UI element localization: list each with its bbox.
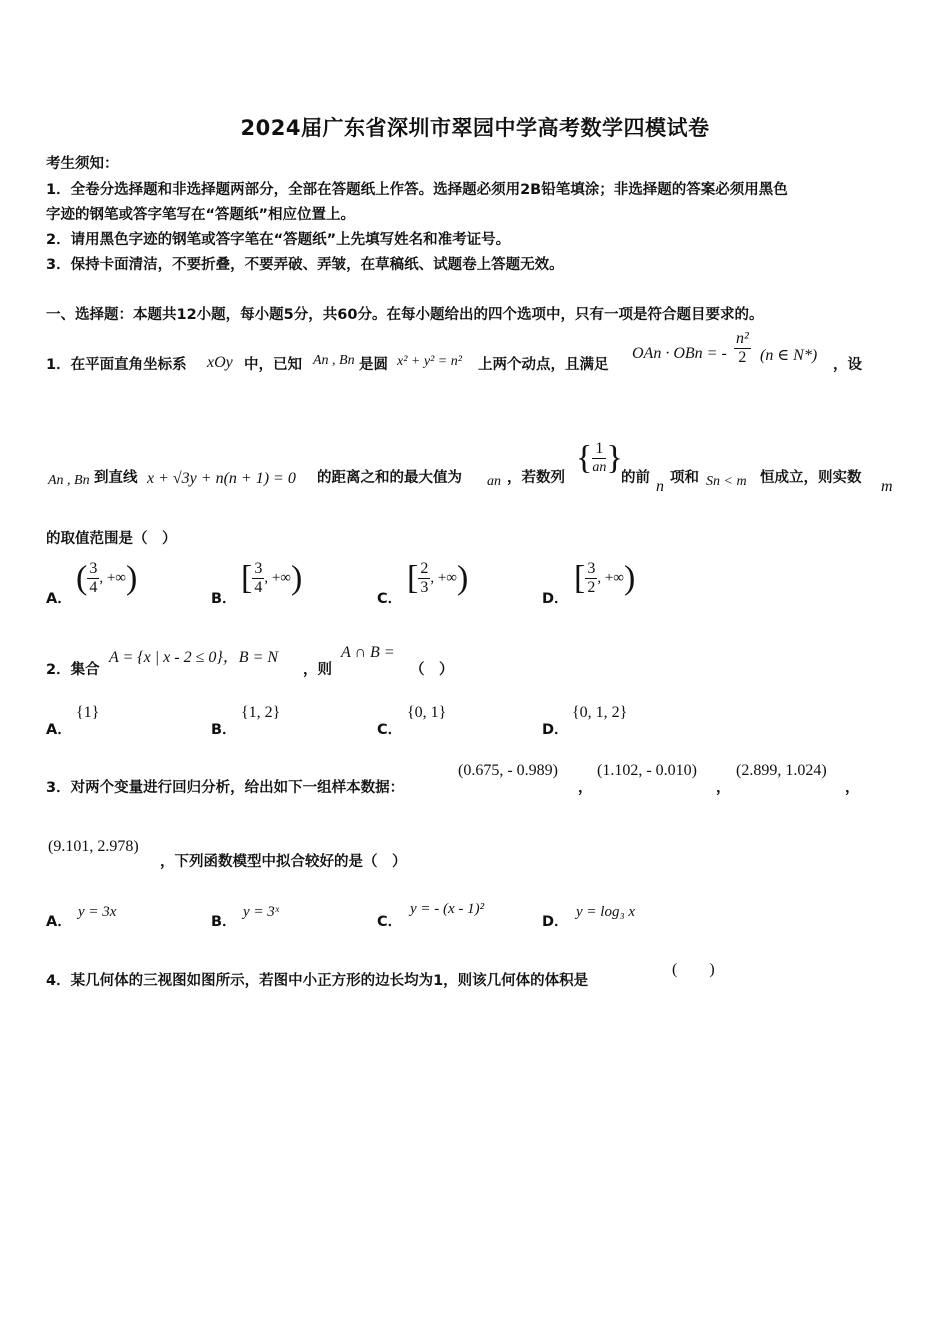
q1-sequence: { $\frac{1}{an}$ } bbox=[576, 439, 623, 477]
q1-text-12: 的取值范围是（ ） bbox=[46, 531, 177, 547]
q1-option-a[interactable] bbox=[76, 560, 137, 597]
q1-option-a-tail: , +∞ bbox=[99, 570, 126, 587]
notice-item-3: 3．保持卡面清洁，不要折叠，不要弄破、弄皱，在草稿纸、试题卷上答题无效。 bbox=[46, 257, 564, 273]
q2-option-c-label[interactable]: C． bbox=[377, 722, 403, 738]
q1-text-8: ，若数列 bbox=[507, 470, 565, 486]
q1-option-d-label[interactable]: D． bbox=[542, 591, 569, 607]
q1-condition: (n ∈ N*) bbox=[760, 347, 818, 364]
q1-option-b[interactable] bbox=[241, 560, 302, 597]
q2-option-d-label[interactable]: D． bbox=[542, 722, 569, 738]
q1-option-c-label[interactable]: C． bbox=[377, 591, 403, 607]
q2-option-c-value[interactable]: {0, 1} bbox=[407, 704, 447, 721]
q1-frac-num: n² bbox=[736, 330, 749, 347]
q1-n: n bbox=[656, 478, 664, 495]
q2-text-3: （ ） bbox=[410, 662, 454, 678]
q1-text-start: 1．在平面直角坐标系 bbox=[46, 357, 187, 373]
section-heading: 一、选择题：本题共12小题，每小题5分，共60分。在每小题给出的四个选项中，只有一项是符合题目要求的。 bbox=[46, 307, 764, 323]
q3-option-b-value[interactable]: y = 3ˣ bbox=[243, 904, 280, 920]
q1-text-2: 中，已知 bbox=[244, 357, 302, 373]
q1-option-b-label[interactable]: B． bbox=[211, 591, 237, 607]
q1-option-d-den: 2 bbox=[587, 579, 596, 596]
q3-text-start: 3．对两个变量进行回归分析，给出如下一组样本数据： bbox=[46, 780, 405, 796]
q1-option-c-right: ) bbox=[456, 559, 469, 597]
q2-option-d-value[interactable]: {0, 1, 2} bbox=[572, 704, 628, 721]
q1-option-d-tail: , +∞ bbox=[597, 570, 624, 587]
q1-option-c[interactable] bbox=[407, 560, 468, 597]
q1-text-3: 是圆 bbox=[359, 357, 388, 373]
q1-option-d-num: 3 bbox=[587, 560, 596, 577]
q1-text-9: 的前 bbox=[621, 470, 650, 486]
q1-option-c-tail: , +∞ bbox=[430, 570, 457, 587]
q2-intersection: A ∩ B = bbox=[341, 644, 395, 661]
q1-option-b-num: 3 bbox=[254, 560, 263, 577]
q3-comma-1: ， bbox=[578, 780, 593, 796]
q1-option-c-den: 3 bbox=[420, 579, 429, 596]
notice-item-1-line-2: 字迹的钢笔或答字笔写在“答题纸”相应位置上。 bbox=[46, 207, 356, 223]
q3-option-b-label[interactable]: B． bbox=[211, 914, 237, 930]
q3-option-d-label[interactable]: D． bbox=[542, 914, 569, 930]
q3-option-a-label[interactable]: A． bbox=[46, 914, 72, 930]
q1-option-a-num: 3 bbox=[89, 560, 98, 577]
q2-option-b-value[interactable]: {1, 2} bbox=[241, 704, 281, 721]
q1-seq-num: 1 bbox=[592, 440, 606, 459]
q1-option-a-label[interactable]: A． bbox=[46, 591, 72, 607]
q4-paren: ( ) bbox=[672, 961, 715, 978]
q1-option-d-left: [ bbox=[574, 559, 586, 597]
q1-seq-den: an bbox=[592, 460, 607, 475]
q1-text-10: 项和 bbox=[670, 470, 699, 486]
q2-text-2: ，则 bbox=[303, 662, 332, 678]
q1-option-d-right: ) bbox=[623, 559, 636, 597]
q3-comma-3: ， bbox=[845, 780, 860, 796]
q1-option-d[interactable] bbox=[574, 560, 635, 597]
q3-point-3: (2.899, 1.024) bbox=[736, 762, 827, 779]
q1-text-7: 的距离之和的最大值为 bbox=[317, 470, 462, 486]
q1-frac-den: 2 bbox=[738, 349, 747, 366]
q1-option-b-tail: , +∞ bbox=[264, 570, 291, 587]
q3-point-4: (9.101, 2.978) bbox=[48, 838, 139, 855]
q3-option-a-value[interactable]: y = 3x bbox=[78, 904, 117, 920]
q1-fraction bbox=[734, 330, 751, 367]
q2-option-a-value[interactable]: {1} bbox=[76, 704, 100, 721]
q3-option-c-label[interactable]: C． bbox=[377, 914, 403, 930]
q2-option-b-label[interactable]: B． bbox=[211, 722, 237, 738]
page-title: 2024届广东省深圳市翠园中学高考数学四模试卷 bbox=[240, 116, 710, 140]
q1-line-equation: x + √3y + n(n + 1) = 0 bbox=[147, 470, 296, 487]
q1-text-4: 上两个动点，且满足 bbox=[478, 357, 609, 373]
q1-dot-product: OAn · OBn = - bbox=[632, 345, 727, 362]
q2-text-start: 2．集合 bbox=[46, 662, 100, 678]
q4-text: 4．某几何体的三视图如图所示，若图中小正方形的边长均为1，则该几何体的体积是 bbox=[46, 973, 589, 989]
notice-item-2: 2．请用黑色字迹的钢笔或答字笔在“答题纸”上先填写姓名和准考证号。 bbox=[46, 232, 511, 248]
notice-heading: 考生须知： bbox=[46, 156, 119, 172]
q1-option-c-left: [ bbox=[407, 559, 419, 597]
q1-option-b-right: ) bbox=[290, 559, 303, 597]
q1-option-b-den: 4 bbox=[254, 579, 263, 596]
q1-text-5: ，设 bbox=[833, 357, 862, 373]
q3-option-d-value[interactable]: y = log₃ x bbox=[576, 904, 636, 920]
q3-comma-2: ， bbox=[716, 780, 731, 796]
q2-set-definition: A = {x | x - 2 ≤ 0}，B = N bbox=[109, 649, 279, 666]
q3-text-2: ，下列函数模型中拟合较好的是（ ） bbox=[160, 854, 407, 870]
q1-xoy: xOy bbox=[207, 354, 233, 371]
q1-text-11: 恒成立，则实数 bbox=[760, 470, 862, 486]
q1-option-a-right: ) bbox=[125, 559, 138, 597]
q3-option-c-value[interactable]: y = - (x - 1)² bbox=[410, 901, 485, 917]
q1-an: an bbox=[487, 474, 501, 489]
q1-an-bn: An , Bn bbox=[313, 353, 355, 368]
q1-text-6: 到直线 bbox=[94, 470, 138, 486]
q1-option-b-left: [ bbox=[241, 559, 253, 597]
q3-point-2: (1.102, - 0.010) bbox=[597, 762, 697, 779]
q3-point-1: (0.675, - 0.989) bbox=[458, 762, 558, 779]
q1-m: m bbox=[881, 478, 893, 495]
q1-option-a-den: 4 bbox=[89, 579, 98, 596]
q1-option-c-num: 2 bbox=[420, 560, 429, 577]
q1-sn: Sn < m bbox=[706, 474, 747, 489]
q2-option-a-label[interactable]: A． bbox=[46, 722, 72, 738]
q1-option-a-left: ( bbox=[76, 559, 88, 597]
notice-item-1-line-1: 1．全卷分选择题和非选择题两部分，全部在答题纸上作答。选择题必须用2B铅笔填涂；非选择题的答案必须用黑色 bbox=[46, 182, 788, 198]
q1-circle: x² + y² = n² bbox=[397, 354, 462, 369]
q1-an-bn-2: An , Bn bbox=[48, 473, 90, 488]
